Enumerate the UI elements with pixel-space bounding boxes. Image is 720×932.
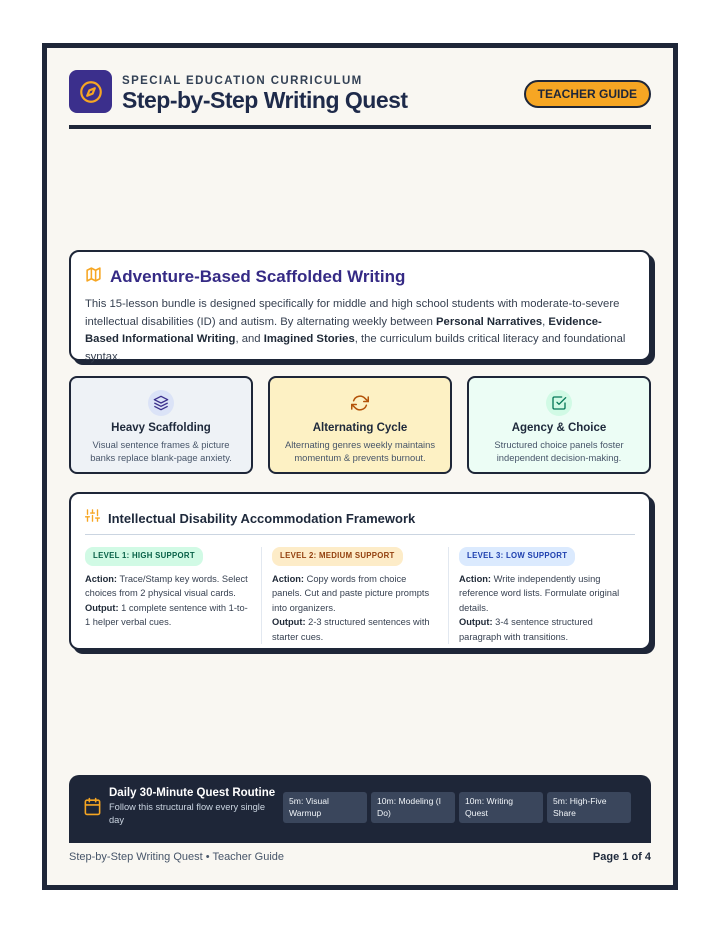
feature-description: Alternating genres weekly maintains momentum & prevents burnout. [284, 439, 436, 463]
calendar-icon [83, 797, 102, 821]
compass-icon [69, 70, 112, 113]
routine-step: 10m: Modeling (I Do) [371, 792, 455, 823]
feature-card-agency [467, 376, 651, 474]
level-badge: LEVEL 2: MEDIUM SUPPORT [272, 547, 403, 566]
intro-text: This 15-lesson bundle is designed specifically for middle and high school students with moderate-to-severe intellectual disabilities (ID) and autism. By alternating weekly between Personal Narratives, Evidence-Based Informational Writing, and Imagined Stories, the curriculum builds critical literacy and foundational syntax. [85, 298, 626, 363]
support-level-column: LEVEL 2: MEDIUM SUPPORT Action: Copy words from choice panels. Cut and paste picture prompts into organizers. Output: 2-3 structured sentences with starter cues. [261, 547, 448, 644]
level-badge: LEVEL 1: HIGH SUPPORT [85, 547, 203, 566]
page-number: Page 1 of 4 [592, 851, 651, 863]
sliders-icon [85, 508, 100, 528]
accommodation-framework-card [69, 492, 651, 650]
header-divider [69, 125, 651, 129]
curriculum-subtitle: SPECIAL EDUCATION CURRICULUM [122, 75, 363, 87]
refresh-icon [347, 390, 373, 416]
page-title: Step-by-Step Writing Quest [122, 87, 408, 113]
footer-text: Step-by-Step Writing Quest • Teacher Guide [69, 851, 284, 863]
routine-step: 5m: High-Five Share [547, 792, 631, 823]
layers-icon [148, 390, 174, 416]
map-icon [85, 266, 102, 288]
framework-title: Intellectual Disability Accommodation Framework [108, 510, 416, 526]
level-badge: LEVEL 3: LOW SUPPORT [459, 547, 575, 566]
daily-routine-bar [69, 775, 651, 841]
feature-card-alternating [268, 376, 452, 474]
intro-card [69, 250, 651, 361]
routine-step: 10m: Writing Quest [459, 792, 543, 823]
feature-title: Agency & Choice [511, 422, 607, 434]
routine-step: 5m: Visual Warmup [283, 792, 367, 823]
support-level-column: LEVEL 1: HIGH SUPPORT Action: Trace/Stamp key words. Select choices from 2 physical visual cards. Output: 1 complete sentence with 1-to-1 helper verbal cues. [85, 547, 261, 644]
feature-description: Structured choice panels foster independent decision-making. [494, 439, 624, 463]
footer-divider [69, 841, 651, 843]
routine-title: Daily 30-Minute Quest Routine [109, 787, 276, 799]
check-square-icon [546, 390, 572, 416]
document-page [42, 43, 678, 890]
feature-card-scaffolding [69, 376, 253, 474]
feature-title: Heavy Scaffolding [111, 422, 211, 434]
teacher-guide-badge: TEACHER GUIDE [524, 80, 651, 108]
support-level-column: LEVEL 3: LOW SUPPORT Action: Write independently using reference word lists. Formulate original details. Output: 3-4 sentence structured paragraph with transitions. [448, 547, 635, 644]
routine-subtitle: Follow this structural flow every single day [109, 802, 266, 825]
feature-title: Alternating Cycle [312, 422, 408, 434]
page-header [69, 70, 651, 128]
intro-title: Adventure-Based Scaffolded Writing [110, 267, 406, 286]
feature-description: Visual sentence frames & picture banks replace blank-page anxiety. [90, 439, 232, 463]
